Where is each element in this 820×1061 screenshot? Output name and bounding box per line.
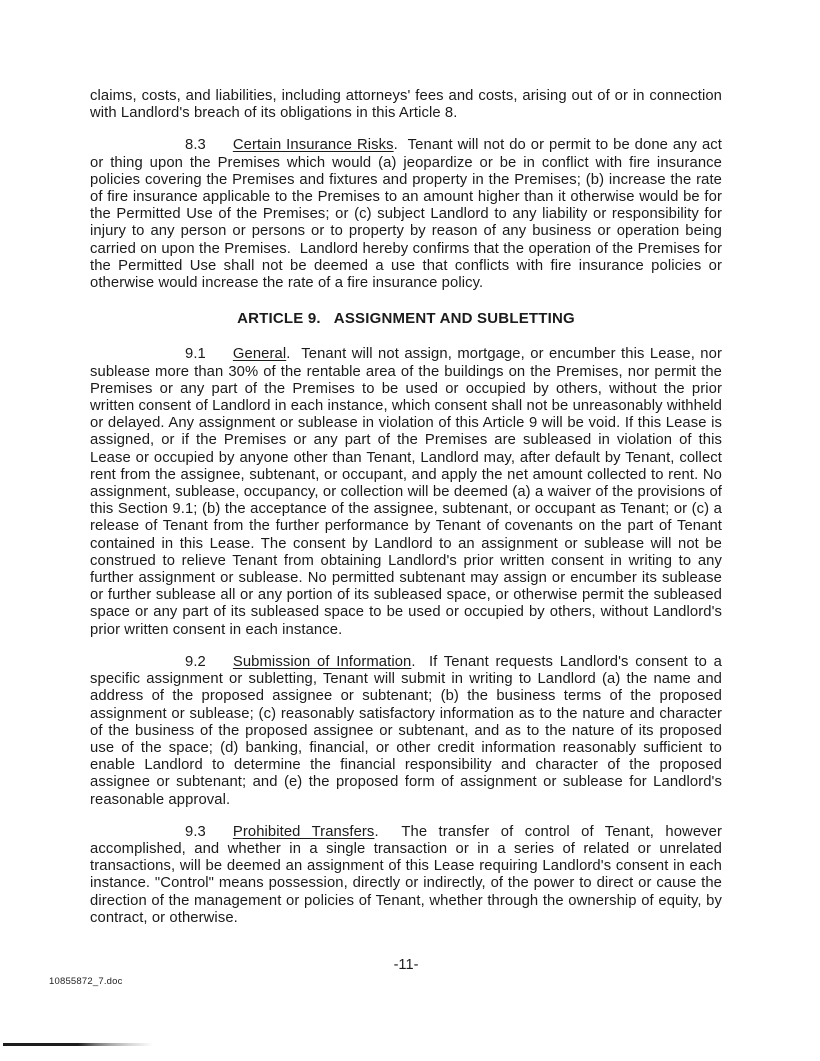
section-number: 9.2: [185, 653, 206, 670]
document-body: [90, 88, 722, 942]
section-number: 9.3: [185, 823, 206, 840]
article-heading: [90, 310, 722, 327]
page-number: -11-: [393, 957, 419, 973]
section-9-1: [90, 346, 722, 638]
section-9-3: [90, 824, 722, 927]
section-number: 9.1: [185, 346, 206, 363]
section-text: . Tenant will not assign, mortgage, or encumber this Lease, nor sublease more than 30% of the rentable area of the buildings on the Premises, nor permit the Premises or any part of the Premises to be used or occupied by others, without the prior written consent of Landlord in each instance, which consent shall not be unreasonably withheld or delayed. Any assignment or sublease in violation of this Article 9 will be void. If this Lease is assigned, or if the Premises or any part of the Premises are subleased in violation of this Lease or occupied by anyone other than Tenant, Landlord may, after default by Tenant, collect rent from the assignee, subtenant, or occupant, and apply the net amount collected to rent. No assignment, sublease, occupancy, or collection will be deemed (a) a waiver of the provisions of this Section 9.1; (b) the acceptance of the assignee, subtenant, or occupant as Tenant; or (c) a release of Tenant from the further performance by Tenant of covenants on the part of Tenant contained in this Lease. The consent by Landlord to an assignment or sublease will not be construed to relieve Tenant from obtaining Landlord's prior written consent in writing to any further assignment or sublease. No permitted subtenant may assign or encumber its sublease or further sublease all or any portion of its subleased space, or otherwise permit the subleased space or any part of its subleased space to be used or occupied by others, without Landlord's prior written consent in each instance.: [90, 346, 722, 638]
section-title: Prohibited Transfers: [232, 823, 375, 840]
section-title: Submission of Information: [232, 653, 412, 670]
section-8-3: [90, 137, 722, 292]
scan-artifact-line: [3, 1043, 153, 1046]
paragraph-continuation: claims, costs, and liabilities, including attorneys' fees and costs, arising out of or in connection with Landlord's breach of its obligations in this Article 8.: [90, 88, 722, 122]
section-text: . If Tenant requests Landlord's consent to a specific assignment or subletting, Tenant will submit in writing to Landlord (a) the name and address of the proposed assignee or subtenant; (b) the business terms of the proposed assignment or sublease; (c) reasonably satisfactory information as to the nature and character of the business of the proposed assignee or subtenant, and as to the nature of its proposed use of the space; (d) banking, financial, or other credit information reasonably sufficient to enable Landlord to determine the financial responsibility and character of the proposed assignee or subtenant; and (e) the proposed form of assignment or sublease for Landlord's reasonable approval.: [90, 653, 722, 808]
article-title: ASSIGNMENT AND SUBLETTING: [333, 310, 575, 328]
document-id-footer: 10855872_7.doc: [49, 976, 123, 987]
article-number: ARTICLE 9.: [237, 310, 321, 328]
section-text: . Tenant will not do or permit to be done any act or thing upon the Premises which would (a) jeopardize or be in conflict with fire insurance policies covering the Premises and fixtures and property in the Premises; (b) increase the rate of fire insurance applicable to the Premises to an amount higher than it otherwise would be for the Permitted Use of the Premises; or (c) subject Landlord to any liability or responsibility for injury to any person or persons or to property by reason of any business or operation being carried on upon the Premises. Landlord hereby confirms that the operation of the Premises for the Permitted Use shall not be deemed a use that conflicts with fire insurance policies or otherwise would increase the rate of a fire insurance policy.: [90, 137, 722, 292]
section-number: 8.3: [185, 137, 206, 154]
section-9-2: [90, 654, 722, 809]
section-title: Certain Insurance Risks: [232, 137, 394, 154]
section-text: . The transfer of control of Tenant, however accomplished, and whether in a single transaction or in a series of related or unrelated transactions, will be deemed an assignment of this Lease requiring Landlord's consent in each instance. "Control" means possession, directly or indirectly, of the power to direct or cause the direction of the management or policies of Tenant, whether through the ownership of equity, by contract, or otherwise.: [90, 823, 723, 926]
section-title: General: [232, 346, 287, 363]
